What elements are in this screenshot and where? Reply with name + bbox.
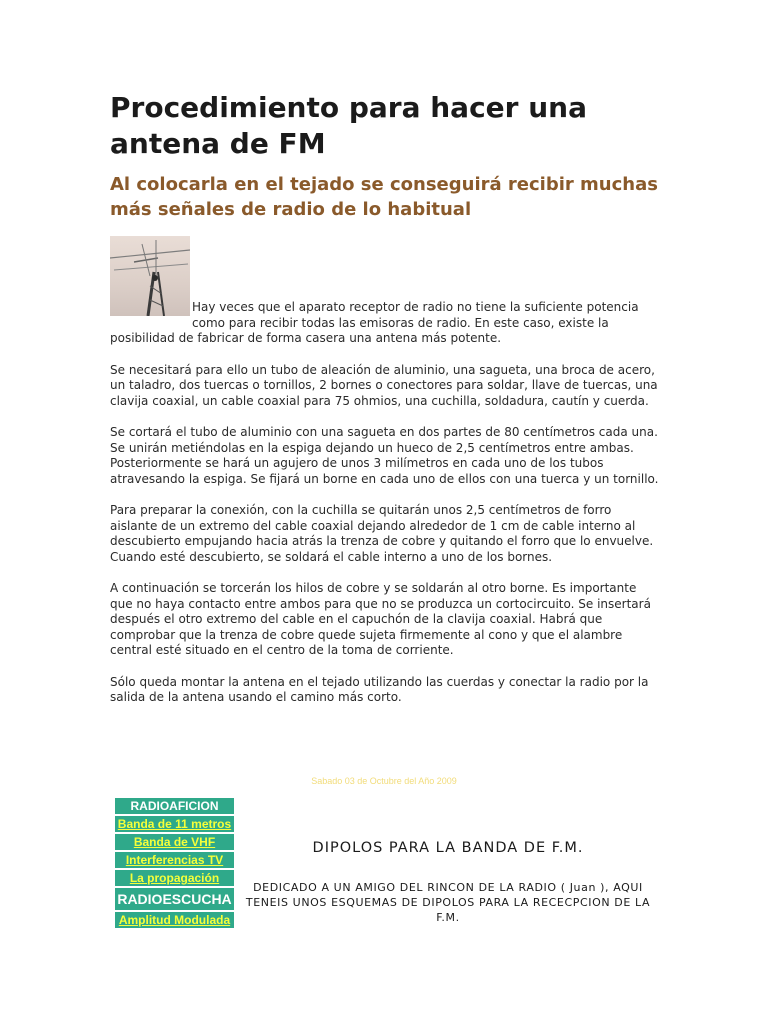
sidebar-item-interferencias[interactable] (115, 852, 234, 870)
sidebar-item-banda-vhf[interactable] (115, 834, 234, 852)
sidebar-link-banda-vhf[interactable]: Banda de VHF (133, 835, 216, 849)
sidebar-link-interferencias[interactable]: Interferencias TV (125, 853, 224, 867)
sidebar-item-propagacion[interactable] (115, 870, 234, 888)
sidebar-section-radioescucha: RADIOESCUCHA (115, 888, 234, 912)
paragraph-4: Para preparar la conexión, con la cuchilla se quitarán unos 2,5 centímetros de forro aislante de un extremo del cable coaxial dejando alrededor de 1 cm de cable interno al descubierto empujando hacia atrás la trenza de cobre y quitando el forro que lo envuelve. Cuando esté descubierto, se soldará el cable interno a uno de los bornes. (110, 503, 654, 564)
dipolos-title: DIPOLOS PARA LA BANDA DE F.M. (312, 840, 584, 856)
antenna-photo-drawing (110, 236, 190, 316)
sidebar-link-banda-11[interactable]: Banda de 11 metros (117, 817, 232, 831)
date-line: Sabado 03 de Octubre del Año 2009 (311, 776, 457, 786)
dipolos-text: DEDICADO A UN AMIGO DEL RINCON DE LA RADIO ( Juan ), AQUI TENEIS UNOS ESQUEMAS DE DIPOLOS PARA LA RECECPCION DE LA F.M. (245, 881, 651, 924)
paragraph-3: Se cortará el tubo de aluminio con una sagueta en dos partes de 80 centímetros cada una. Se unirán metiéndolas en la espiga dejando un hueco de 2,5 centímetros entre ambas. Posteriormente se hará un agujero de unos 3 milímetros en cada uno de los tubos atravesando la espiga. Se fijará un borne en cada uno de ellos con una tuerca y un tornillo. (110, 425, 659, 486)
lead-block (110, 236, 660, 363)
page-subtitle: Al colocarla en el tejado se conseguirá recibir muchas más señales de radio de lo habitual (110, 174, 658, 220)
sidebar-menu (115, 798, 234, 930)
sidebar-header: RADIOAFICION (115, 798, 234, 816)
paragraph-1: Hay veces que el aparato receptor de radio no tiene la suficiente potencia como para recibir todas las emisoras de radio. En este caso, existe la posibilidad de fabricar de forma casera una antena más potente. (110, 300, 639, 345)
antenna-photo (110, 236, 190, 316)
paragraph-5: A continuación se torcerán los hilos de cobre y se soldarán al otro borne. Es importante que no haya contacto entre ambos para que no se produzca un cortocircuito. Se insertará después el otro extremo del cable en el capuchón de la clavija coaxial. Habrá que comprobar que la trenza de cobre quede sujeta firmemente al cono y que el alambre central esté situado en el centro de la toma de corriente. (110, 581, 651, 657)
sidebar-item-banda-11[interactable] (115, 816, 234, 834)
paragraph-6: Sólo queda montar la antena en el tejado utilizando las cuerdas y conectar la radio por la salida de la antena usando el camino más corto. (110, 674, 649, 704)
sidebar-link-propagacion[interactable]: La propagación (129, 871, 220, 885)
paragraph-2: Se necesitará para ello un tubo de aleación de aluminio, una sagueta, una broca de acero, un taladro, dos tuercas o tornillos, 2 bornes o conectores para soldar, llave de tuercas, una clavija coaxial, un cable coaxial para 75 ohmios, una cuchilla, soldadura, cautín y cuerda. (110, 362, 658, 408)
sidebar-item-amplitud[interactable] (115, 912, 234, 930)
sidebar-link-amplitud[interactable]: Amplitud Modulada (118, 913, 231, 927)
article (110, 90, 660, 722)
page-title: Procedimiento para hacer una antena de FM (110, 91, 587, 160)
